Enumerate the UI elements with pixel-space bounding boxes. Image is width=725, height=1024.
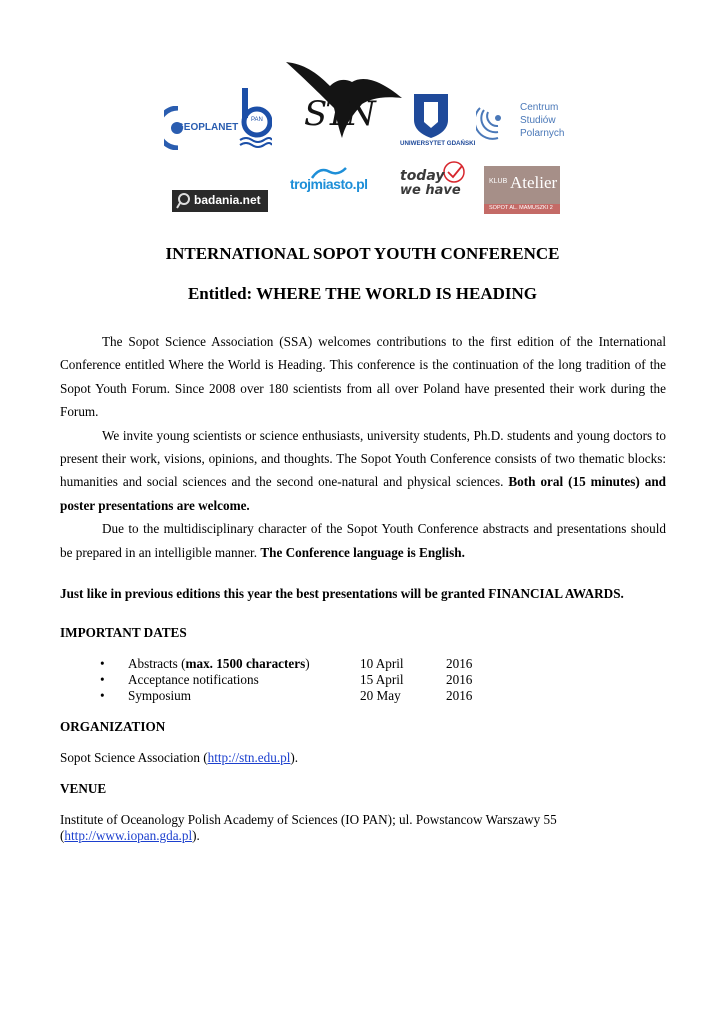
intro-paragraph-2-bold: Both oral (15 minutes) and poster presentations are welcome. bbox=[60, 474, 666, 513]
main-title: INTERNATIONAL SOPOT YOUTH CONFERENCE bbox=[165, 244, 560, 263]
intro-paragraph-3-text: Due to the multidisciplinary character of the Sopot Youth Conference abstracts and presentations should be prepared in an intelligible manner. bbox=[60, 521, 666, 560]
intro-paragraph-2 bbox=[60, 424, 666, 518]
geoplanet-logo: GEOPLANET bbox=[164, 106, 234, 150]
iopan-website-link[interactable]: http://www.iopan.gda.pl bbox=[64, 828, 193, 843]
acceptance-label: Acceptance notifications bbox=[128, 672, 259, 687]
venue-link-line: (http://www.iopan.gda.pl). bbox=[60, 828, 200, 843]
badania-net-logo: badania.net bbox=[172, 190, 268, 212]
intro-paragraph-3-bold: The Conference language is English. bbox=[260, 544, 465, 560]
organization-heading: ORGANIZATION bbox=[60, 719, 166, 734]
bullet: • bbox=[100, 656, 105, 671]
subtitle: Entitled: WHERE THE WORLD IS HEADING bbox=[187, 284, 538, 303]
klub-atelier-logo: KLUB Atelier SOPOT AL. MAMUSZKI 2 bbox=[484, 166, 560, 214]
acceptance-year: 2016 bbox=[446, 672, 473, 687]
bullet: • bbox=[100, 672, 105, 687]
organization-line: Sopot Science Association (http://stn.edu.pl). bbox=[60, 750, 299, 765]
stn-bird-logo: STN bbox=[286, 58, 402, 148]
important-dates-heading: IMPORTANT DATES bbox=[60, 625, 187, 640]
intro-paragraph-1: The Sopot Science Association (SSA) welcomes contributions to the first edition of the International Conference entitled Where the World is Heading. This conference is the continuation of the long tradition of the Sopot Youth Forum. Since 2008 over 180 scientists from all over Poland have presented their work during the Forum. bbox=[60, 334, 666, 420]
uniwersytet-gdanski-logo: UNIWERSYTET GDAŃSKI bbox=[400, 92, 462, 150]
venue-address: Institute of Oceanology Polish Academy of Sciences (IO PAN); ul. Powstancow Warszawy 55 bbox=[60, 812, 557, 827]
symposium-year: 2016 bbox=[446, 688, 473, 703]
financial-awards-line: Just like in previous editions this year the best presentations will be granted FINANCIAL AWARDS. bbox=[60, 586, 624, 601]
abstracts-label: Abstracts (max. 1500 characters) bbox=[128, 656, 310, 671]
venue-text bbox=[60, 812, 680, 844]
intro-section bbox=[60, 330, 666, 564]
stn-website-link[interactable]: http://stn.edu.pl bbox=[207, 750, 291, 765]
symposium-date: 20 May bbox=[360, 688, 401, 703]
today-we-have-logo: today we have bbox=[398, 160, 470, 202]
trojmiasto-logo: trojmiasto.pl bbox=[290, 164, 374, 198]
centrum-studiow-polarnych-logo: Centrum Studiów Polarnych bbox=[476, 100, 576, 144]
iopan-logo: PAN bbox=[238, 88, 272, 150]
abstracts-date: 10 April bbox=[360, 656, 404, 671]
intro-paragraph-2-text: We invite young scientists or science enthusiasts, university students, Ph.D. students and young doctors to present their work, visions, opinions, and thoughts. The Sopot Youth Conference consists of two thematic blocks: humanities and social sciences and the second one-natural and physical sciences. bbox=[60, 427, 666, 490]
bullet: • bbox=[100, 688, 105, 703]
intro-paragraph-3 bbox=[60, 517, 666, 564]
abstracts-year: 2016 bbox=[446, 656, 473, 671]
acceptance-date: 15 April bbox=[360, 672, 404, 687]
venue-heading: VENUE bbox=[60, 781, 107, 796]
symposium-label: Symposium bbox=[128, 688, 192, 703]
